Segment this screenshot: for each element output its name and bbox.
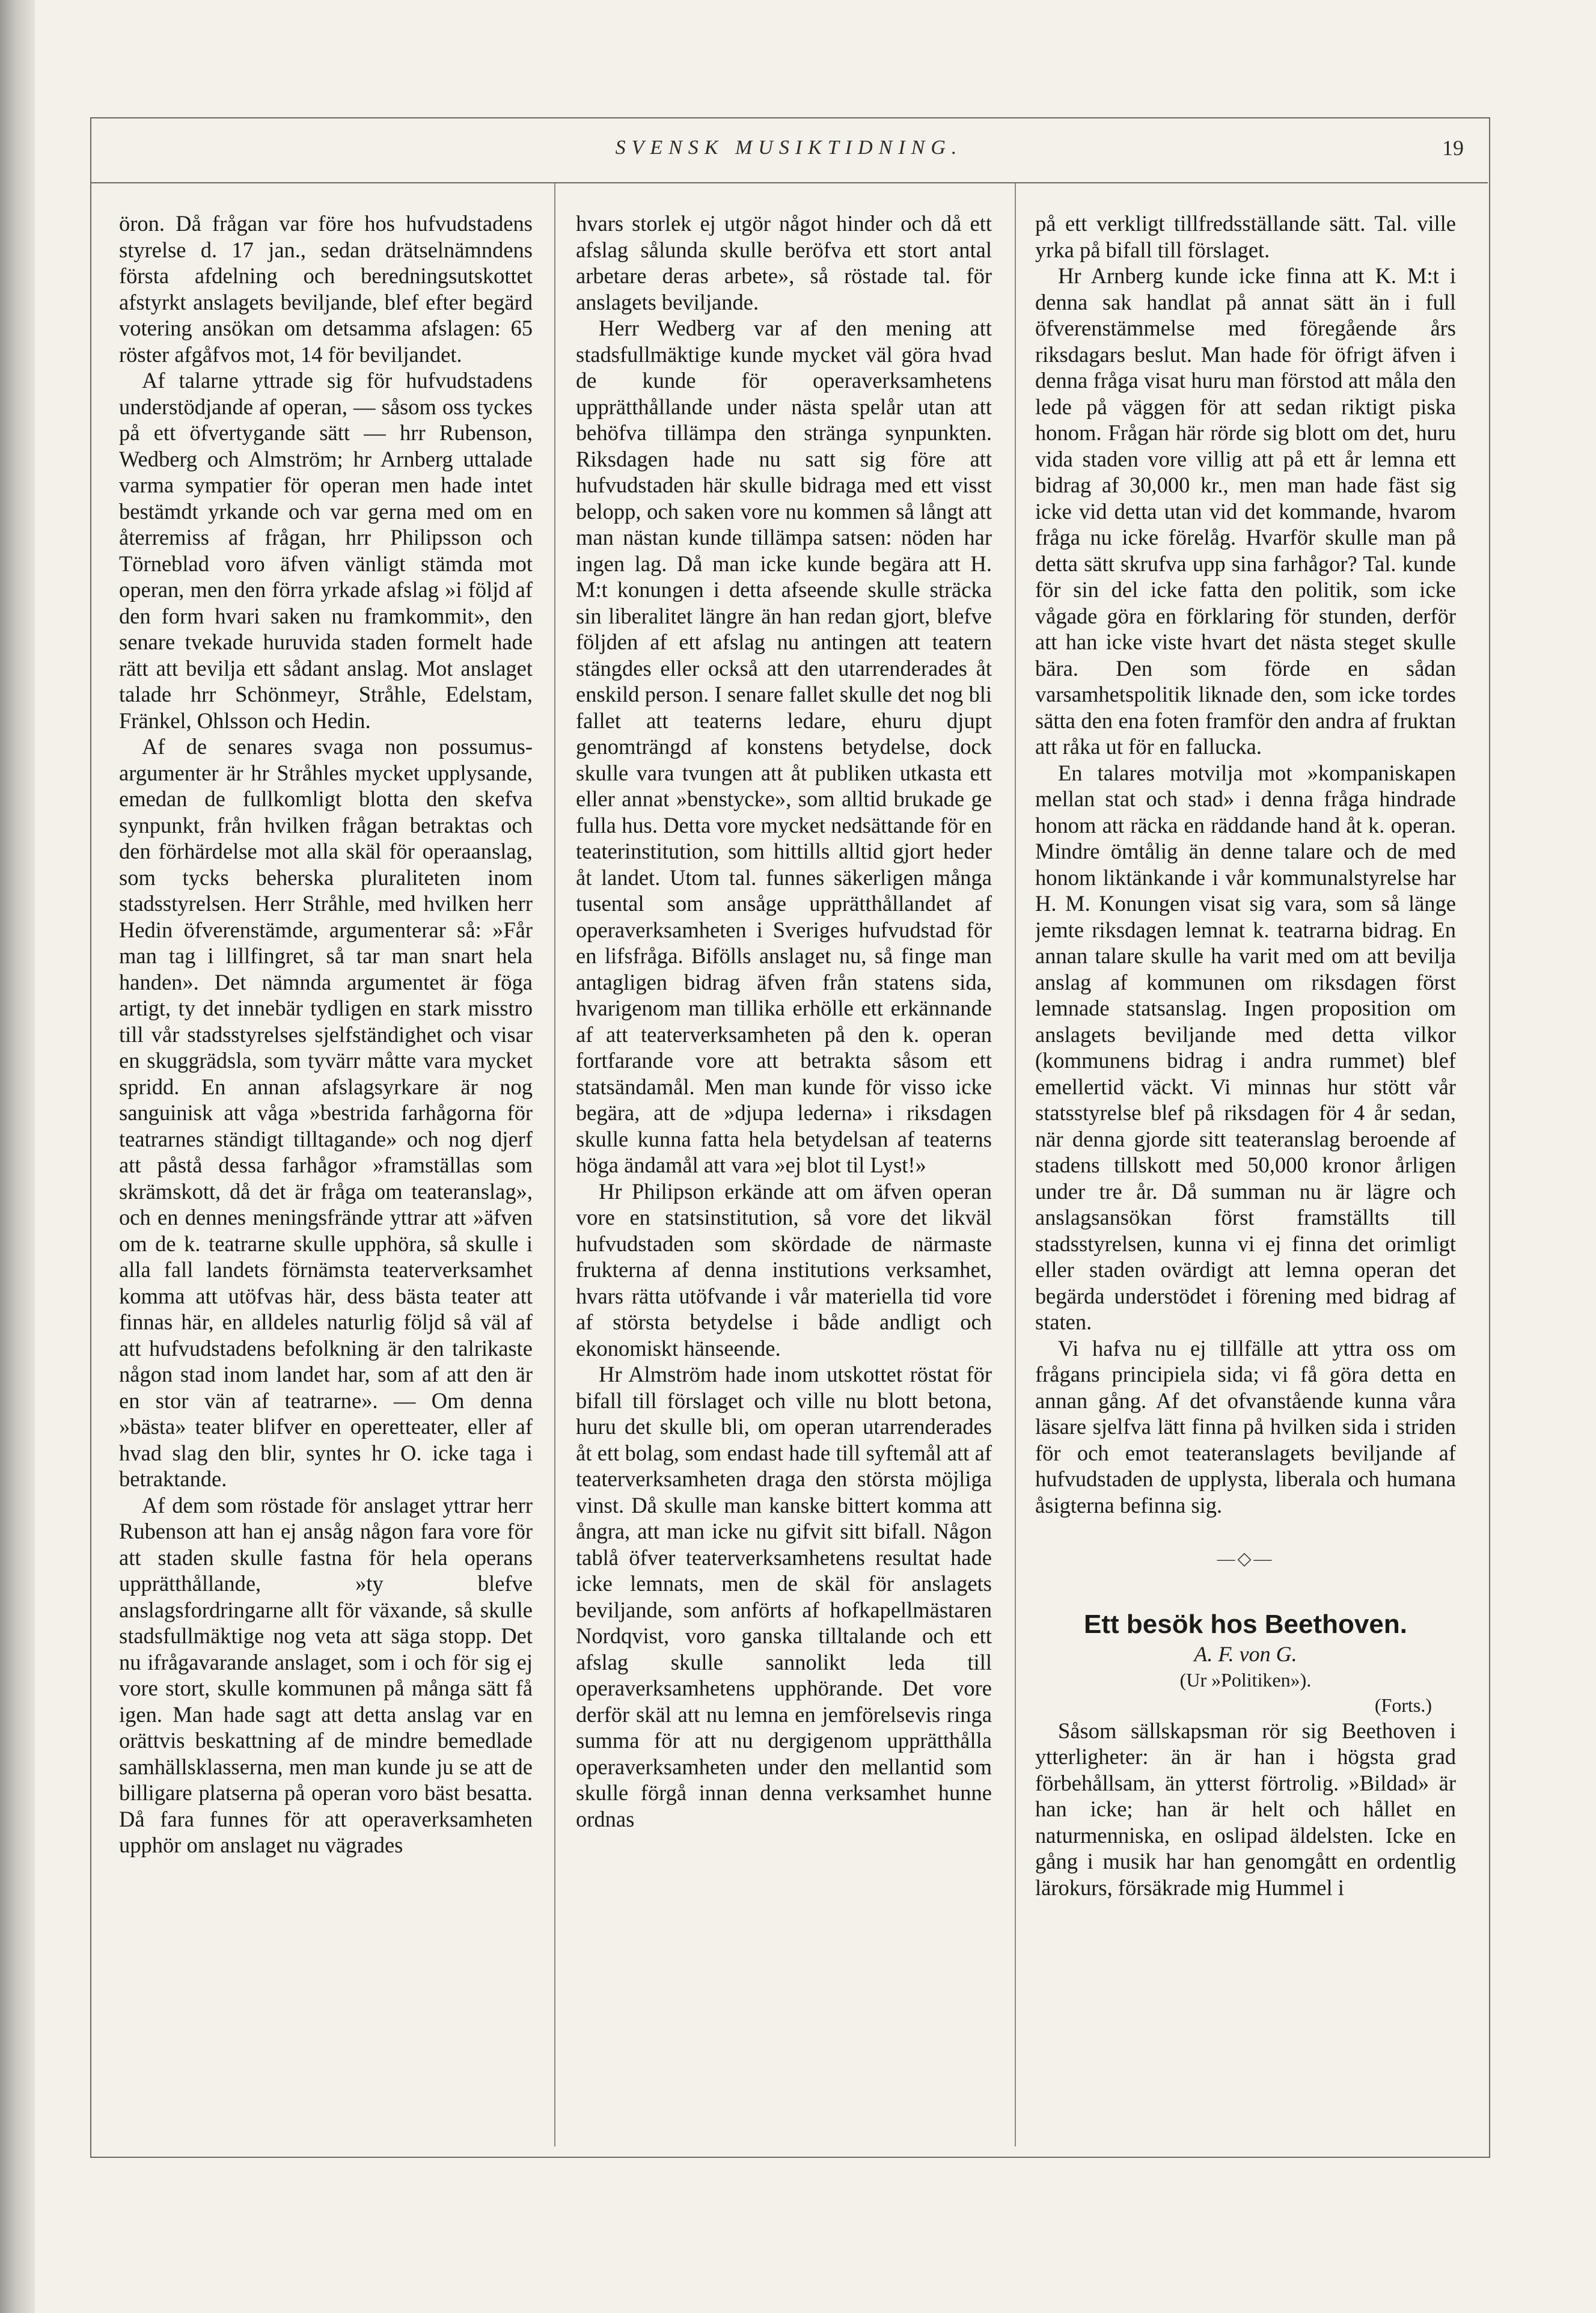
paragraph: Herr Wedberg var af den mening att stadsfullmäktige kunde mycket väl göra hvad de kunde för operaverksamhetens upprätthållande under nästa spelår utan att behöfva tillämpa den stränga synpunkten. Riksdagen hade nu satt sig före att hufvudstaden här skulle bidraga med ett visst belopp, och saken vore nu kommen så långt att man nästan kunde tillämpa satsen: nöden har ingen lag. Då man icke kunde begära att H. M:t konungen i detta afseende skulle sträcka sin liberalitet längre än han redan gjort, blefve följden af ett afslag nu antingen att teatern stängdes eller också att den utarrenderades åt enskild person. I senare fallet skulle det nog bli fallet att teaterns ledare, ehuru djupt genomträngd af konstens betydelse, dock skulle vara tvungen att åt publiken utkasta ett eller annat »benstycke», som alltid brukade ge fulla hus. Detta vore mycket nedsättande för en teaterinstitution, som hittills alltid gjort heder åt landet. Utom tal. funnes säkerligen många tusental som ansåge upprätthållandet af operaverksamheten i Sveriges hufvudstad för en lifsfråga. Bifölls anslaget nu, så finge man antagligen bidrag äfven från statens sida, hvarigenom man tillika erhölle ett erkännande af att teaterverksamheten på den k. operan fortfarande vore att betrakta såsom ett statsändamål. Men man kunde för visso icke begära, att de »djupa lederna» i riksdagen skulle kunna fatta hela betydelsan af teaterns höga ändamål att vara »ej blot til Lyst!» xyxy=(576,316,992,1177)
scan-binding-shadow xyxy=(0,0,35,2313)
continuation-note: (Forts.) xyxy=(1374,1694,1432,1716)
text-column-1 xyxy=(119,210,533,2158)
article-title: Ett besök hos Beethoven. xyxy=(1084,1609,1407,1639)
paragraph: En talares motvilja mot »kompaniskapen mellan stat och stad» i denna fråga hindrade honom att räcka en räddande hand åt k. operan. Mindre ömtålig än denne talare och de med honom liktänkande i vår kommunalstyrelse har H. M. Konungen visat sig vara, som så länge jemte riksdagen lemnat k. teatrarna bidrag. En annan talare skulle ha varit med om att bevilja anslag af kommunen om riksdagen först lemnade statsanslag. Ingen proposition om anslagets beviljande med detta vilkor (kommunens bidrag i andra rummet) blef emellertid väckt. Vi minnas hur stött vår statsstyrelse blef på riksdagen för 4 år sedan, när denna gjorde sitt teateranslag beroende af stadens tillskott med 50,000 kronor årligen under tre år. Då summan nu är lägre och anslagsansökan först framställts till stadsstyrelsen, kunna vi ej finna det orimligt eller staden ovärdigt att lemna operan det begärda understödet i förening med bidrag af staten. xyxy=(1035,760,1456,1334)
journal-title: SVENSK MUSIKTIDNING. xyxy=(615,136,963,159)
article-source: (Ur »Politiken»). xyxy=(1179,1668,1312,1691)
paragraph: Vi hafva nu ej tillfälle att yttra oss om frågans principiela sida; vi få göra detta en annan gång. Af det ofvanstående kunna våra läsare sjelfva lätt finna på hvilken sida i striden för och emot teateranslagets beviljande af hufvudstaden de upplysta, liberala och humana åsigterna befinna sig. xyxy=(1035,1335,1456,1518)
text-column-3 xyxy=(1035,210,1456,2158)
column-rule xyxy=(554,183,555,2146)
paragraph: Af dem som röstade för anslaget yttrar herr Rubenson att han ej ansåg någon fara vore för att staden skulle fastna för hela operans upprätthållande, »ty blefve anslagsfordringarne allt för växande, så skulle stadsfullmäktige nog veta att säga stopp. Det nu ifrågavarande anslaget, som i och för sig ej vore stort, skulle kommunen på många sätt få igen. Man hade sagt att detta anslag var en orättvis beskattning af de mindre bemedlade samhällsklasserna, men man kunde ju se att de billigare platserna på operan voro bäst besatta. Då fara funnes för att operaverksamheten upphör om anslaget nu vägrades xyxy=(119,1492,533,1857)
paragraph: Hr Almström hade inom utskottet röstat för bifall till förslaget och ville nu blott betona, huru det skulle bli, om operan utarrenderades åt ett bolag, som endast hade till syftemål att af teaterverksamheten draga den största möjliga vinst. Då skulle man kanske bittert komma att ångra, att man icke nu gifvit sitt bifall. Någon tablå öfver teaterverksamhetens resultat hade icke lemnats, men de skäl för anslagets beviljande, som anförts af hofkapellmästaren Nordqvist, voro ganska tilltalande och ett afslag skulle sannolikt leda till operaverksamhetens upphörande. Det vore derför skäl att nu lemna en jemförelsevis ringa summa för att nu dergigenom upprätthålla operaverksamheten under den mellantid som skulle förgå innan denna verksamhet hunne ordnas xyxy=(576,1362,992,1831)
paragraph: Af talarne yttrade sig för hufvudstadens understödjande af operan, — såsom oss tyckes på ett öfvertygande sätt — hrr Rubenson, Wedberg och Almström; hr Arnberg uttalade varma sympatier för operan men hade intet bestämdt yrkande och var gerna med om en återremiss af frågan, hrr Philipsson och Törneblad voro äfven vänligt stämda mot operan, men den förra yrkade afslag »i följd af den form hvari saken nu framkommit», den senare tvekade huruvida staden formelt hade rätt att bevilja ett sådant anslag. Mot anslaget talade hrr Schönmeyr, Stråhle, Edelstam, Fränkel, Ohlsson och Hedin. xyxy=(119,368,533,733)
paragraph: öron. Då frågan var före hos hufvudstadens styrelse d. 17 jan., sedan drätselnämndens första afdelning och beredningsutskottet afstyrkt anslagets beviljande, blef efter begärd votering ansökan om detsamma afslagen: 65 röster afgåfvos mot, 14 för beviljandet. xyxy=(119,211,533,367)
article-author: A. F. von G. xyxy=(1194,1641,1297,1666)
paragraph: Hr Philipson erkände att om äfven operan vore en statsinstitution, så vore det likväl hufvudstaden som skördade de närmaste frukterna af denna institutions verksamhet, hvars rätta utöfvande i vår materiella tid vore af största betydelse i både andligt och ekonomiskt hänseende. xyxy=(576,1178,992,1361)
paragraph: Af de senares svaga non possumus-argumenter är hr Stråhles mycket upplysande, emedan de fullkomligt blotta den skefva synpunkt, från hvilken frågan betraktas och den förhärdelse mot alla skäl för operaanslag, som tycks beherska pluraliteten inom stadsstyrelsen. Herr Stråhle, med hvilken herr Hedin öfverenstämde, argumenterar så: »Får man tag i lillfingret, så tar man snart hela handen». Det nämnda argumentet är föga artigt, ty det innebär tydligen en stark misstro till vår stadsstyrelses sjelfständighet och visar en skuggrädsla, som tyvärr måtte vara mycket spridd. En annan afslagsyrkare är nog sanguinisk att våga »bestrida farhågorna för teatrarnes ständigt tilltagande» och nog djerf att påstå dessa farhågor »framställas som skrämskott, då det är fråga om teateranslag», och en dennes meningsfrände yttrar att »äfven om de k. teatrarne skulle upphöra, så skulle i alla fall landets förnämsta teaterverksamhet komma att utöfvas här, dess bästa teater att finnas här, en alldeles naturlig följd så väl af att hufvudstadens befolkning är den talrikaste någon stad inom landet har, som af att den är en stor vän af teatrarne». — Om denna »bästa» teater blifver en operetteater, eller af hvad slag den blir, syntes hr O. icke taga i betraktande. xyxy=(119,734,533,1491)
paragraph: på ett verkligt tillfredsställande sätt. Tal. ville yrka på bifall till förslaget. xyxy=(1035,211,1456,262)
paragraph: hvars storlek ej utgör något hinder och då ett afslag sålunda skulle beröfva ett stort antal arbetare deras arbete», så röstade tal. för anslagets beviljande. xyxy=(576,211,992,314)
section-ornament: —◇— xyxy=(1217,1549,1274,1569)
article-paragraph: Såsom sällskapsman rör sig Beethoven i ytterligheter: än är han i högsta grad förbehållsam, än ytterst förtrolig. »Bildad» är han icke; han är helt och hållet en naturmenniska, en oslipad äldelsten. Icke en gång i musik har han genomgått en ordentlig lärokurs, försäkrade mig Hummel i xyxy=(1035,1718,1456,1900)
text-column-2 xyxy=(576,210,992,2158)
running-head xyxy=(90,117,1488,183)
page-number: 19 xyxy=(1442,136,1464,160)
paragraph: Hr Arnberg kunde icke finna att K. M:t i denna sak handlat på annat sätt än i full öfverenstämmelse med föregående års riksdagars beslut. Man hade för öfrigt äfven i denna fråga visat huru man förstod att måla den lede på väggen för att sedan riktigt piska honom. Frågan här rörde sig blott om det, huru vida staden vore villig att på ett år lemna ett bidrag af 30,000 kr., men man hade fäst sig icke vid detta utan vid det kommande, hvarom fråga nu icke förelåg. Hvarför skulle man på detta sätt skrufva upp sina farhågor? Tal. kunde för sin del icke fatta den politik, som icke vågade göra en förklaring för stunden, derför att han icke viste hvart det nästa steget skulle bära. Den som förde en sådan varsamhetspolitik liknade den, som icke tordes sätta den ena foten framför den andra af fruktan att råka ut för en fallucka. xyxy=(1035,263,1456,759)
column-rule xyxy=(1015,183,1016,2146)
